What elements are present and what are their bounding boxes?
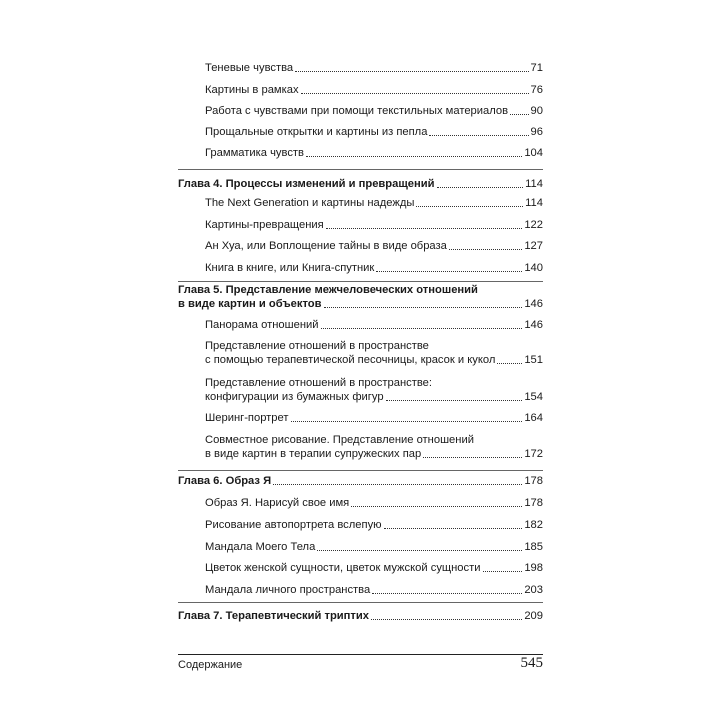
dot-leader — [321, 328, 523, 329]
toc-entry[interactable] — [205, 496, 543, 510]
toc-chapter-5[interactable] — [178, 283, 543, 311]
dot-leader — [317, 550, 522, 551]
toc-entry[interactable] — [205, 125, 543, 139]
dot-leader — [497, 363, 522, 364]
toc-entry-page: 172 — [524, 448, 543, 460]
dot-leader — [306, 156, 522, 157]
toc-entry-title: The Next Generation и картины надежды — [205, 197, 415, 209]
toc-entry[interactable] — [205, 433, 543, 461]
toc-entry[interactable] — [205, 218, 543, 232]
toc-entry[interactable] — [205, 146, 543, 160]
dot-leader — [437, 187, 524, 188]
dot-leader — [371, 619, 522, 620]
toc-entry-page: 151 — [524, 354, 543, 366]
toc-chapter-4[interactable] — [178, 177, 543, 191]
toc-entry-line-2-row — [205, 390, 543, 404]
toc-entry-page: 203 — [524, 584, 543, 596]
toc-entry[interactable] — [205, 239, 543, 253]
toc-entry-title-line-1: Представление отношений в пространстве — [205, 340, 429, 352]
toc-entry-title: Теневые чувства — [205, 62, 294, 74]
toc-entry-page: 71 — [530, 62, 543, 74]
toc-entry-title: Грамматика чувств — [205, 147, 304, 159]
toc-entry-title: Картины-превращения — [205, 219, 324, 231]
chapter-page: 178 — [524, 475, 543, 487]
toc-entry-title: Образ Я. Нарисуй свое имя — [205, 497, 350, 509]
footer-section-name: Содержание — [178, 659, 243, 671]
toc-entry-page: 154 — [524, 391, 543, 403]
dot-leader — [351, 506, 522, 507]
toc-entry-page: 114 — [525, 197, 543, 209]
toc-entry-page: 198 — [524, 562, 543, 574]
toc-entry[interactable] — [205, 196, 543, 210]
toc-entry-page: 140 — [524, 262, 543, 274]
section-divider — [178, 602, 543, 603]
dot-leader — [449, 249, 522, 250]
toc-entry-page: 90 — [530, 105, 543, 117]
chapter-title-line-1: Глава 5. Представление межчеловеческих отношений — [178, 284, 478, 296]
dot-leader — [326, 228, 523, 229]
dot-leader — [384, 528, 523, 529]
chapter-title: Глава 6. Образ Я — [178, 475, 272, 487]
dot-leader — [429, 135, 528, 136]
dot-leader — [324, 307, 523, 308]
chapter-page: 114 — [525, 178, 543, 190]
toc-entry-title: Работа с чувствами при помощи текстильных материалов — [205, 105, 509, 117]
dot-leader — [510, 114, 528, 115]
dot-leader — [295, 71, 528, 72]
chapter-page: 209 — [524, 610, 543, 622]
toc-entry-page: 146 — [524, 319, 543, 331]
toc-entry-line-2-row — [205, 447, 543, 461]
dot-leader — [416, 206, 523, 207]
toc-entry-page: 164 — [524, 412, 543, 424]
dot-leader — [376, 271, 522, 272]
toc-entry-page: 182 — [524, 519, 543, 531]
toc-entry[interactable] — [205, 583, 543, 597]
toc-entry[interactable] — [205, 518, 543, 532]
toc-entry-title: Прощальные открытки и картины из пепла — [205, 126, 428, 138]
dot-leader — [423, 457, 522, 458]
toc-entry-title-line-2: с помощью терапевтической песочницы, красок и кукол — [205, 354, 496, 366]
toc-entry[interactable] — [205, 376, 543, 404]
chapter-title: Глава 4. Процессы изменений и превращений — [178, 178, 435, 190]
toc-entry-line-2-row — [205, 353, 543, 367]
toc-entry-title: Шеринг-портрет — [205, 412, 289, 424]
toc-entry[interactable] — [205, 561, 543, 575]
toc-entry-page: 178 — [524, 497, 543, 509]
toc-chapter-7[interactable] — [178, 609, 543, 623]
chapter-title: Глава 7. Терапевтический триптих — [178, 610, 370, 622]
toc-entry-title: Картины в рамках — [205, 84, 299, 96]
toc-entry[interactable] — [205, 261, 543, 275]
footer-page-number: 545 — [520, 655, 543, 671]
toc-entry-title-line-2: конфигурации из бумажных фигур — [205, 391, 384, 403]
toc-entry-title: Ан Хуа, или Воплощение тайны в виде образа — [205, 240, 447, 252]
toc-entry[interactable] — [205, 61, 543, 75]
toc-entry-title-line-1: Совместное рисование. Представление отношений — [205, 434, 474, 446]
chapter-page: 146 — [524, 298, 543, 310]
dot-leader — [386, 400, 523, 401]
dot-leader — [291, 421, 523, 422]
toc-entry-title: Мандала личного пространства — [205, 584, 371, 596]
toc-chapter-6[interactable] — [178, 474, 543, 488]
footer-rule — [178, 654, 543, 655]
toc-entry-page: 76 — [530, 84, 543, 96]
toc-entry-title: Книга в книге, или Книга-спутник — [205, 262, 375, 274]
toc-entry-page: 122 — [524, 219, 543, 231]
toc-entry-title-line-2: в виде картин в терапии супружеских пар — [205, 448, 422, 460]
toc-entry-page: 127 — [524, 240, 543, 252]
toc-entry-title: Цветок женской сущности, цветок мужской сущности — [205, 562, 481, 574]
dot-leader — [372, 593, 522, 594]
toc-entry[interactable] — [205, 339, 543, 367]
toc-entry-title-line-1: Представление отношений в пространстве: — [205, 377, 433, 389]
chapter-title-line-2: в виде картин и объектов — [178, 298, 322, 310]
section-divider — [178, 281, 543, 282]
toc-entry[interactable] — [205, 540, 543, 554]
section-divider — [178, 470, 543, 471]
toc-entry-title: Мандала Моего Тела — [205, 541, 316, 553]
toc-entry-title: Рисование автопортрета вслепую — [205, 519, 382, 531]
dot-leader — [301, 93, 529, 94]
toc-entry[interactable] — [205, 83, 543, 97]
toc-entry[interactable] — [205, 411, 543, 425]
toc-entry[interactable] — [205, 104, 543, 118]
toc-entry-page: 96 — [530, 126, 543, 138]
toc-entry-page: 185 — [524, 541, 543, 553]
toc-entry-page: 104 — [524, 147, 543, 159]
toc-entry-title: Панорама отношений — [205, 319, 319, 331]
dot-leader — [273, 484, 522, 485]
section-divider — [178, 169, 543, 170]
toc-entry[interactable] — [205, 318, 543, 332]
dot-leader — [483, 571, 523, 572]
chapter-title-line-2-row — [178, 297, 543, 311]
